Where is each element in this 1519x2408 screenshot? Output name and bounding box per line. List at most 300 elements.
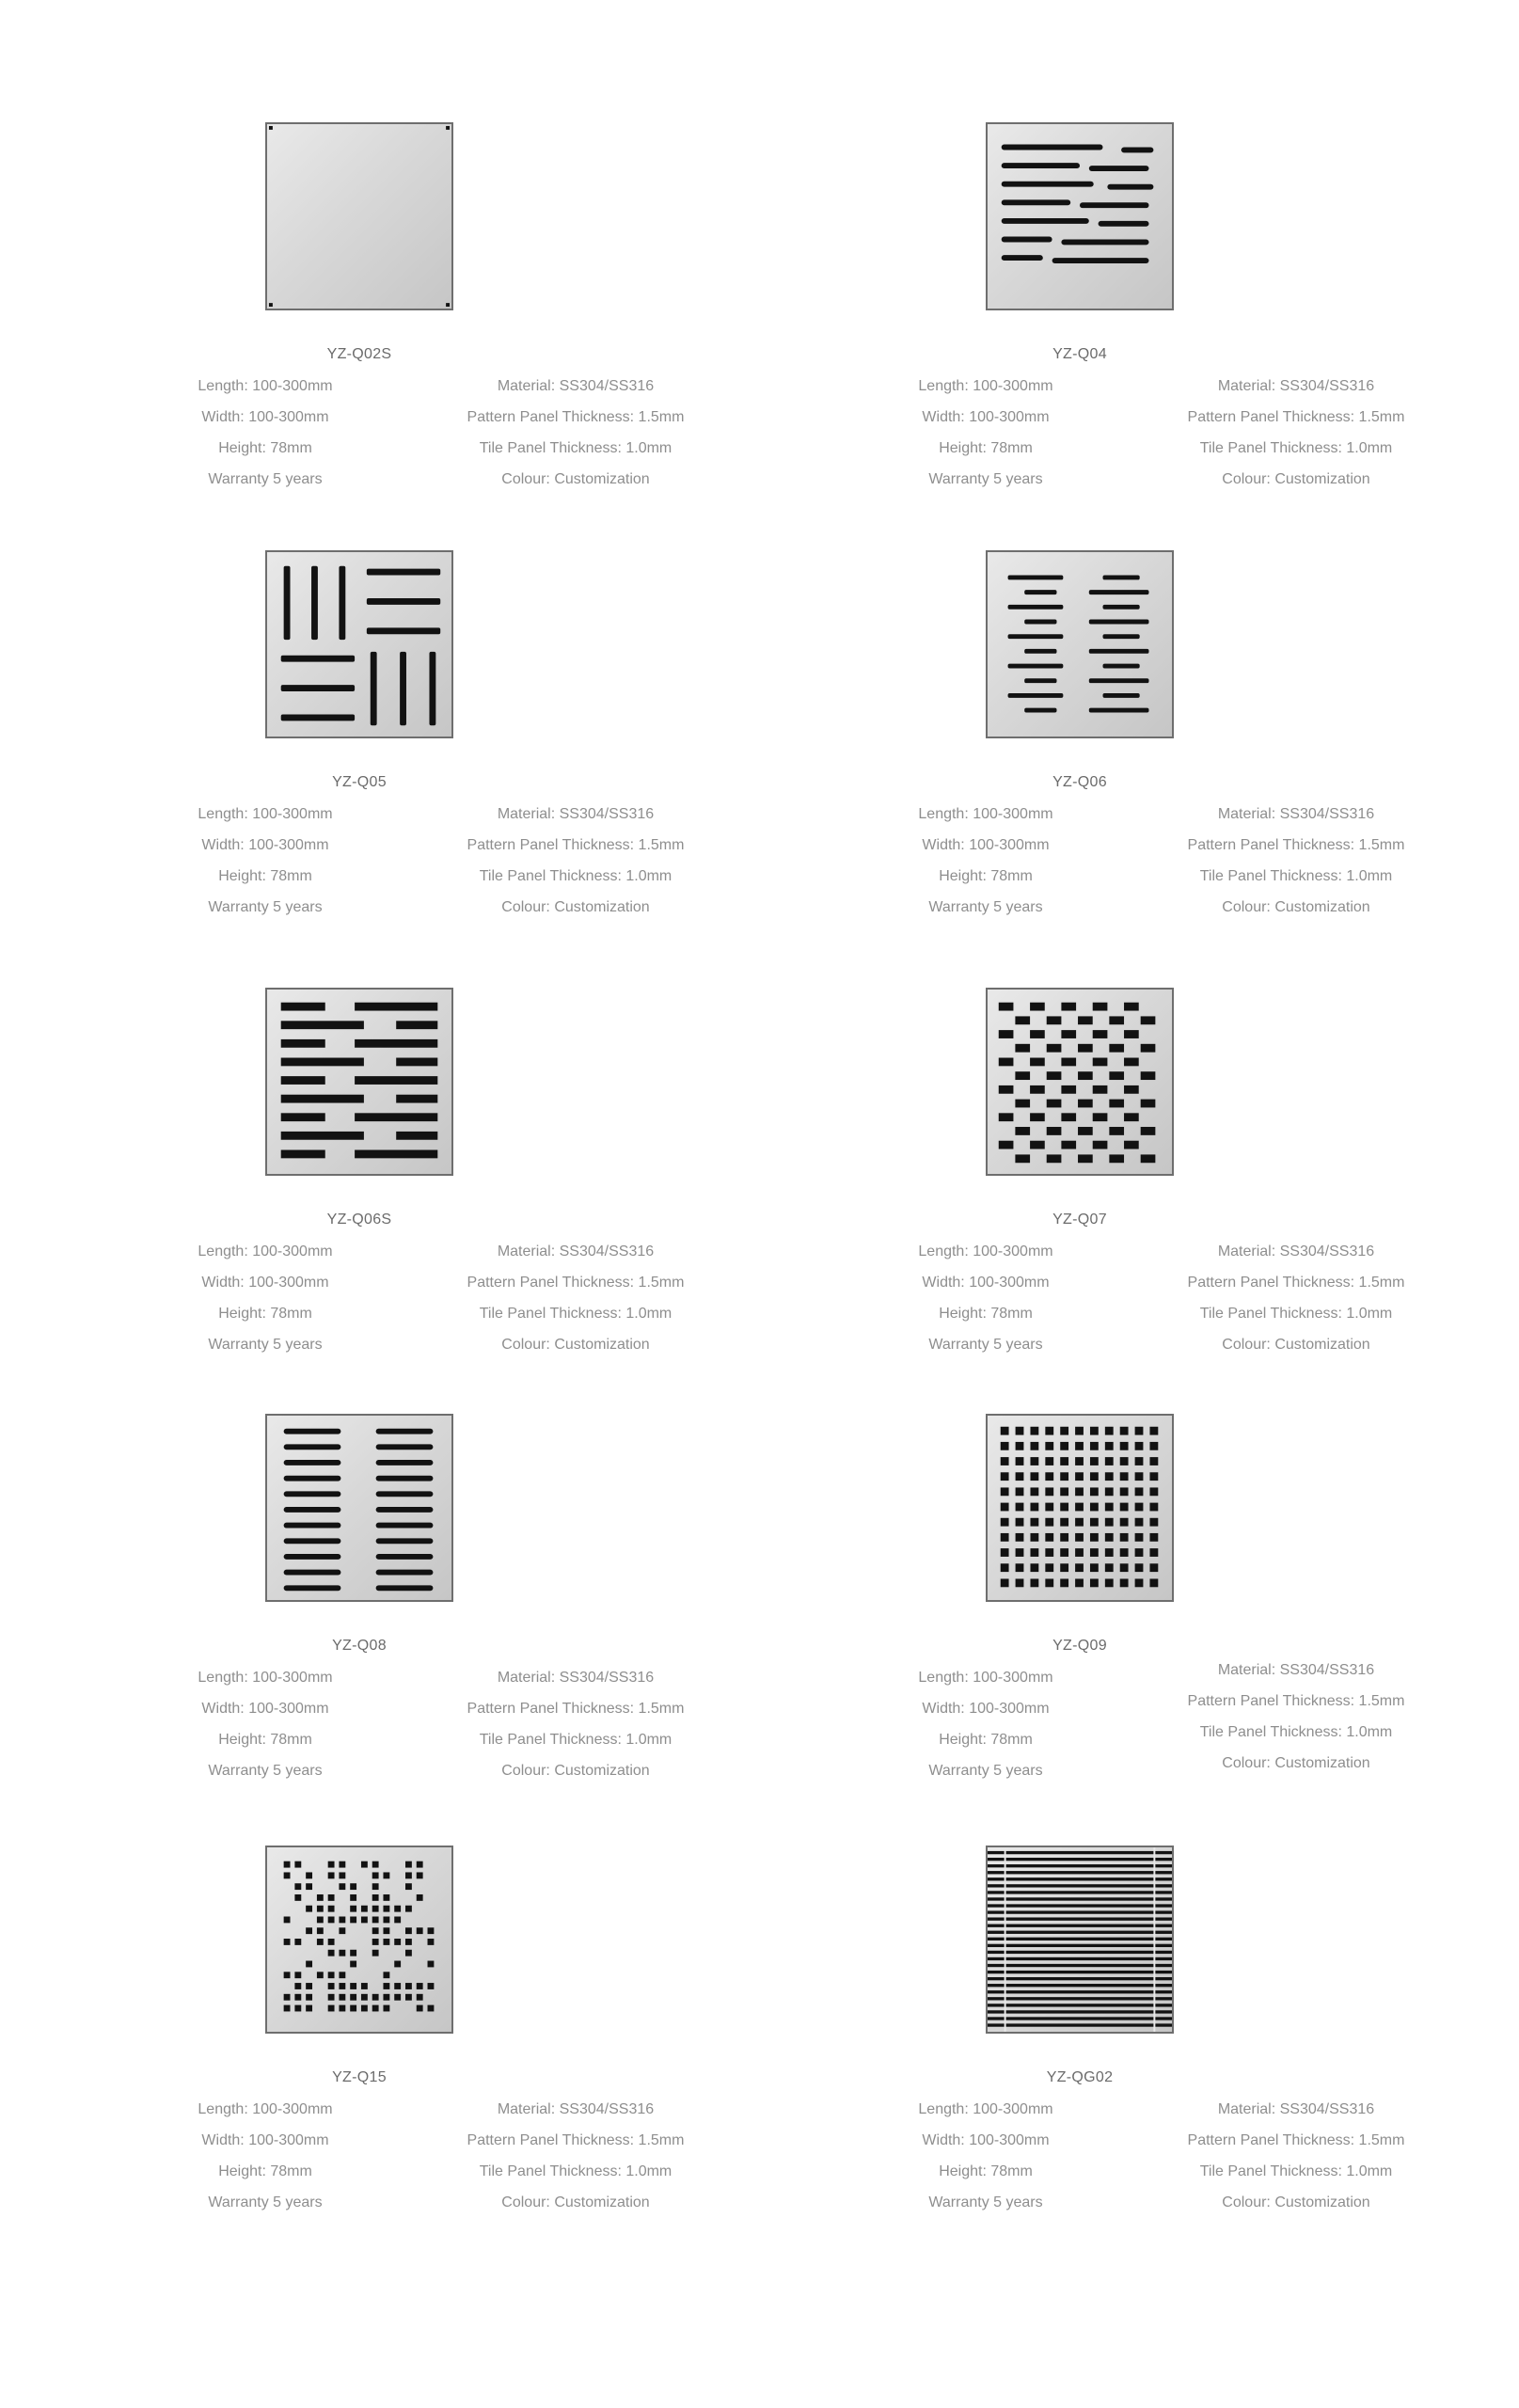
- drain-slot: [1093, 1113, 1108, 1121]
- spec-list-dimensions: [854, 376, 1117, 500]
- spec-material: Material: SS304/SS316: [1217, 378, 1375, 394]
- product-card: [854, 1414, 1475, 1790]
- drain-slot: [1008, 576, 1064, 580]
- drain-slot: [394, 1983, 401, 1989]
- drain-slot: [1030, 1563, 1038, 1572]
- drain-slot: [1024, 620, 1056, 625]
- drain-slot: [1120, 1533, 1129, 1542]
- drain-slot: [405, 1883, 412, 1890]
- drain-slot: [999, 1030, 1014, 1038]
- drain-slot: [988, 1977, 1172, 1980]
- drain-slot: [405, 1950, 412, 1956]
- drain-slot: [284, 1460, 341, 1465]
- model-name: YZ-Q07: [1052, 1212, 1107, 1228]
- drain-slot: [1045, 1472, 1053, 1481]
- drain-slot: [1103, 634, 1140, 639]
- spec-list-material: [416, 804, 736, 928]
- drain-slot: [1078, 1100, 1093, 1108]
- drain-slot: [1089, 708, 1149, 713]
- spec-colour: Colour: Customization: [501, 899, 650, 915]
- drain-slot: [988, 1931, 1172, 1934]
- drain-slot: [1078, 1127, 1093, 1135]
- drain-slot: [339, 1994, 345, 2001]
- drain-slot: [339, 1883, 345, 1890]
- drain-slot: [1060, 1487, 1068, 1496]
- drain-slot: [1016, 1487, 1024, 1496]
- drain-slot: [328, 1894, 335, 1901]
- spec-list-dimensions: [134, 376, 397, 500]
- drain-slot: [405, 1939, 412, 1945]
- drain-slot: [1078, 1016, 1093, 1024]
- drain-slot: [372, 1894, 379, 1901]
- spec-length: Length: 100-300mm: [198, 806, 333, 822]
- drain-slot: [1105, 1533, 1114, 1542]
- spec-material: Material: SS304/SS316: [1217, 2101, 1375, 2117]
- drain-slot: [1008, 664, 1064, 669]
- drain-slot: [1045, 1518, 1053, 1527]
- drain-slot: [339, 1972, 345, 1978]
- drain-slot: [1078, 1154, 1093, 1163]
- drain-slot: [306, 1994, 312, 2001]
- drain-slot: [284, 1538, 341, 1544]
- drain-slot: [1141, 1127, 1156, 1135]
- drain-slot: [1124, 1030, 1139, 1038]
- drain-slot: [1124, 1141, 1139, 1149]
- product-card: [134, 550, 754, 927]
- drain-slot: [1105, 1548, 1114, 1557]
- drain-slot: [988, 1891, 1172, 1893]
- drain-slot: [1089, 649, 1149, 654]
- drain-slot: [284, 1972, 291, 1978]
- drain-slot: [281, 1021, 364, 1029]
- drain-slot: [1135, 1503, 1144, 1512]
- spec-material: Material: SS304/SS316: [497, 378, 655, 394]
- drain-slot: [1002, 163, 1080, 168]
- spec-tile-thickness: Tile Panel Thickness: 1.0mm: [479, 1732, 672, 1748]
- drain-slot: [1016, 1457, 1024, 1465]
- drain-slot: [1149, 1548, 1158, 1557]
- spec-material: Material: SS304/SS316: [497, 1244, 655, 1259]
- drain-slot: [376, 1538, 434, 1544]
- drain-slot: [1045, 1548, 1053, 1557]
- drain-slot: [988, 2010, 1172, 2013]
- drain-slot: [417, 1894, 423, 1901]
- drain-slot: [988, 1871, 1172, 1874]
- drain-slot: [376, 1507, 434, 1513]
- product-card: [134, 122, 754, 499]
- drain-slot: [294, 2005, 301, 2012]
- drain-slot: [1002, 218, 1089, 224]
- drain-slot: [294, 1894, 301, 1901]
- drain-slot: [1103, 664, 1140, 669]
- drain-slot: [1090, 1487, 1099, 1496]
- drain-slot: [1124, 1003, 1139, 1011]
- drain-slot: [1093, 1030, 1108, 1038]
- drain-slot: [317, 1939, 324, 1945]
- drain-slot: [372, 2005, 379, 2012]
- drain-slot: [394, 1994, 401, 2001]
- drain-slot: [1141, 1154, 1156, 1163]
- drain-slot: [1135, 1457, 1144, 1465]
- drain-slot: [311, 566, 318, 640]
- drain-slot: [1109, 1154, 1124, 1163]
- spec-height: Height: 78mm: [218, 2163, 312, 2179]
- spec-warranty: Warranty 5 years: [208, 2194, 323, 2210]
- drain-slot: [1016, 1518, 1024, 1527]
- drain-slot: [281, 714, 355, 721]
- spec-colour: Colour: Customization: [1222, 1755, 1370, 1771]
- drain-slot: [417, 1994, 423, 2001]
- product-card: [854, 988, 1475, 1364]
- model-name: YZ-Q08: [332, 1638, 387, 1654]
- spec-colour: Colour: Customization: [501, 1337, 650, 1353]
- drain-slot: [1052, 258, 1149, 263]
- drain-slot: [1075, 1578, 1084, 1587]
- drain-slot: [372, 1883, 379, 1890]
- drain-slot: [1016, 1442, 1024, 1450]
- drain-slot: [376, 1570, 434, 1576]
- drain-slot: [1135, 1487, 1144, 1496]
- drain-slot: [1141, 1044, 1156, 1053]
- drain-slot: [1120, 1503, 1129, 1512]
- drain-slot: [396, 1058, 437, 1067]
- spec-colour: Colour: Customization: [501, 1763, 650, 1779]
- drain-slot: [350, 1994, 356, 2001]
- drain-slot: [1078, 1044, 1093, 1053]
- spec-warranty: Warranty 5 years: [928, 471, 1043, 487]
- drain-slot: [1030, 1548, 1038, 1557]
- drain-slot: [1001, 1503, 1009, 1512]
- spec-pattern-thickness: Pattern Panel Thickness: 1.5mm: [467, 1275, 685, 1291]
- drain-slot: [1024, 678, 1056, 683]
- drain-slot: [1001, 1518, 1009, 1527]
- product-card: [854, 550, 1475, 927]
- drain-slot: [1149, 1487, 1158, 1496]
- drain-slot: [1090, 1533, 1099, 1542]
- drain-slot: [1015, 1016, 1030, 1024]
- spec-list-dimensions: [134, 1242, 397, 1366]
- drain-slot: [417, 1861, 423, 1868]
- drain-slot: [376, 1476, 434, 1481]
- drain-slot: [1045, 1442, 1053, 1450]
- drain-slot: [372, 1950, 379, 1956]
- drain-slot: [1135, 1472, 1144, 1481]
- drain-slot: [1090, 1563, 1099, 1572]
- drain-slot: [1016, 1533, 1024, 1542]
- spec-list-material: [416, 1242, 736, 1366]
- model-name: YZ-Q02S: [326, 346, 392, 362]
- drain-slot: [1075, 1563, 1084, 1572]
- spec-warranty: Warranty 5 years: [928, 1337, 1043, 1353]
- drain-slot: [1001, 1427, 1009, 1435]
- spec-colour: Colour: Customization: [1222, 899, 1370, 915]
- drain-slot: [1016, 1563, 1024, 1572]
- spec-material: Material: SS304/SS316: [1217, 806, 1375, 822]
- spec-height: Height: 78mm: [939, 1732, 1033, 1748]
- drain-slot: [1047, 1044, 1062, 1053]
- drain-slot: [372, 1917, 379, 1924]
- spec-length: Length: 100-300mm: [198, 2101, 333, 2117]
- drain-slot: [396, 1021, 437, 1029]
- drain-slot: [1002, 182, 1094, 187]
- drain-cover-image: [986, 550, 1174, 738]
- drain-slot: [284, 1491, 341, 1497]
- drain-slot: [1149, 1457, 1158, 1465]
- drain-slot: [988, 1877, 1172, 1880]
- drain-slot: [405, 1872, 412, 1878]
- drain-slot: [281, 1039, 325, 1048]
- spec-list-material: [416, 2099, 736, 2224]
- drain-slot: [372, 1872, 379, 1878]
- drain-slot: [1015, 1044, 1030, 1053]
- drain-slot: [1080, 202, 1149, 208]
- drain-slot: [1001, 1472, 1009, 1481]
- drain-slot: [1001, 1442, 1009, 1450]
- drain-slot: [284, 1861, 291, 1868]
- drain-slot: [428, 1983, 435, 1989]
- drain-slot: [372, 1906, 379, 1912]
- drain-slot: [1149, 1442, 1158, 1450]
- drain-slot: [1109, 1127, 1124, 1135]
- drain-slot: [294, 1883, 301, 1890]
- drain-slot: [988, 1971, 1172, 1973]
- spec-tile-thickness: Tile Panel Thickness: 1.0mm: [1199, 2163, 1393, 2179]
- drain-slot: [1149, 1578, 1158, 1587]
- drain-slot: [1120, 1457, 1129, 1465]
- spec-pattern-thickness: Pattern Panel Thickness: 1.5mm: [467, 1701, 685, 1717]
- spec-material: Material: SS304/SS316: [497, 1670, 655, 1686]
- spec-colour: Colour: Customization: [501, 471, 650, 487]
- spec-height: Height: 78mm: [218, 1306, 312, 1322]
- drain-slot: [999, 1113, 1014, 1121]
- spec-warranty: Warranty 5 years: [208, 1337, 323, 1353]
- drain-slot: [383, 1927, 389, 1934]
- drain-slot: [1015, 1071, 1030, 1080]
- drain-slot: [383, 1983, 389, 1989]
- drain-slot: [1045, 1503, 1053, 1512]
- drain-slot: [429, 652, 435, 725]
- drain-slot: [1120, 1427, 1129, 1435]
- spec-list-dimensions: [854, 804, 1117, 928]
- drain-slot: [376, 1429, 434, 1434]
- drain-slot: [396, 1095, 437, 1103]
- drain-slot: [1105, 1472, 1114, 1481]
- drain-slot: [999, 1003, 1014, 1011]
- drain-slot: [355, 1113, 437, 1121]
- drain-slot: [988, 1984, 1172, 1987]
- spec-width: Width: 100-300mm: [922, 1701, 1050, 1717]
- drain-slot: [1149, 1503, 1158, 1512]
- drain-slot: [328, 1917, 335, 1924]
- drain-slot: [383, 2005, 389, 2012]
- drain-slot: [988, 1864, 1172, 1867]
- drain-slot: [400, 652, 406, 725]
- drain-slot: [376, 1460, 434, 1465]
- drain-slot: [1135, 1533, 1144, 1542]
- drain-slot: [1030, 1518, 1038, 1527]
- drain-slot: [1060, 1578, 1068, 1587]
- drain-slot: [1135, 1442, 1144, 1450]
- drain-slot: [339, 1950, 345, 1956]
- drain-slot: [306, 1906, 312, 1912]
- spec-height: Height: 78mm: [939, 440, 1033, 456]
- drain-slot: [394, 1906, 401, 1912]
- drain-slot: [281, 1132, 364, 1140]
- drain-slot: [1075, 1457, 1084, 1465]
- drain-slot: [1016, 1503, 1024, 1512]
- drain-slot: [1105, 1578, 1114, 1587]
- drain-slot: [1047, 1154, 1062, 1163]
- drain-slot: [1030, 1058, 1045, 1067]
- drain-slot: [396, 1132, 437, 1140]
- drain-cover-image: [265, 550, 453, 738]
- drain-slot: [1149, 1472, 1158, 1481]
- drain-slot: [394, 1961, 401, 1968]
- drain-slot: [328, 1972, 335, 1978]
- model-name: YZ-Q06: [1052, 774, 1107, 790]
- spec-width: Width: 100-300mm: [201, 837, 329, 853]
- drain-slot: [1103, 693, 1140, 698]
- drain-slot: [376, 1444, 434, 1450]
- drain-slot: [1093, 1141, 1108, 1149]
- drain-slot: [328, 1861, 335, 1868]
- drain-slot: [405, 1906, 412, 1912]
- drain-slot: [1030, 1003, 1045, 1011]
- drain-slot: [417, 1927, 423, 1934]
- spec-list-dimensions: [854, 1668, 1117, 1792]
- spec-height: Height: 78mm: [218, 868, 312, 884]
- drain-slot: [1060, 1503, 1068, 1512]
- drain-slot: [446, 303, 450, 307]
- drain-slot: [1030, 1472, 1038, 1481]
- spec-material: Material: SS304/SS316: [1217, 1662, 1375, 1678]
- drain-slot: [1001, 1563, 1009, 1572]
- drain-slot: [988, 1938, 1172, 1941]
- drain-slot: [1120, 1442, 1129, 1450]
- drain-slot: [394, 1917, 401, 1924]
- drain-slot: [284, 1444, 341, 1450]
- product-card: [134, 1414, 754, 1790]
- spec-width: Width: 100-300mm: [201, 409, 329, 425]
- drain-slot: [1149, 1518, 1158, 1527]
- drain-cover-image: [265, 122, 453, 310]
- spec-width: Width: 100-300mm: [201, 2132, 329, 2148]
- drain-slot: [1060, 1533, 1068, 1542]
- drain-slot: [376, 1491, 434, 1497]
- spec-material: Material: SS304/SS316: [497, 806, 655, 822]
- drain-slot: [999, 1141, 1014, 1149]
- drain-slot: [1030, 1578, 1038, 1587]
- drain-slot: [417, 1872, 423, 1878]
- model-name: YZ-Q15: [332, 2069, 387, 2085]
- drain-slot: [1030, 1533, 1038, 1542]
- drain-slot: [988, 1851, 1172, 1854]
- spec-warranty: Warranty 5 years: [928, 1763, 1043, 1779]
- spec-width: Width: 100-300mm: [922, 837, 1050, 853]
- spec-width: Width: 100-300mm: [922, 409, 1050, 425]
- drain-slot: [1090, 1472, 1099, 1481]
- drain-slot: [1109, 1100, 1124, 1108]
- drain-slot: [1075, 1472, 1084, 1481]
- drain-slot: [1075, 1503, 1084, 1512]
- spec-pattern-thickness: Pattern Panel Thickness: 1.5mm: [467, 2132, 685, 2148]
- spec-material: Material: SS304/SS316: [1217, 1244, 1375, 1259]
- drain-slot: [1105, 1442, 1114, 1450]
- drain-slot: [1015, 1100, 1030, 1108]
- drain-slot: [988, 1990, 1172, 1993]
- spec-list-dimensions: [134, 1668, 397, 1792]
- drain-slot: [350, 1906, 356, 1912]
- drain-slot: [361, 1917, 368, 1924]
- drain-slot: [1045, 1457, 1053, 1465]
- drain-slot: [1090, 1518, 1099, 1527]
- drain-slot: [269, 126, 273, 130]
- drain-slot: [1141, 1016, 1156, 1024]
- drain-slot: [328, 1983, 335, 1989]
- drain-slot: [1103, 605, 1140, 610]
- drain-slot: [1124, 1058, 1139, 1067]
- drain-slot: [1002, 255, 1043, 261]
- spec-colour: Colour: Customization: [1222, 2194, 1370, 2210]
- spec-tile-thickness: Tile Panel Thickness: 1.0mm: [479, 1306, 672, 1322]
- drain-slot: [281, 1113, 325, 1121]
- drain-cover-image: [265, 988, 453, 1176]
- drain-slot: [284, 1523, 341, 1529]
- product-card: [134, 1846, 754, 2222]
- drain-slot: [394, 1939, 401, 1945]
- spec-list-material: [416, 376, 736, 500]
- drain-slot: [417, 1983, 423, 1989]
- drain-slot: [317, 1906, 324, 1912]
- drain-slot: [1089, 620, 1149, 625]
- drain-slot: [988, 2023, 1172, 2026]
- drain-slot: [988, 1897, 1172, 1900]
- drain-slot: [1120, 1472, 1129, 1481]
- drain-slot: [1099, 221, 1149, 227]
- spec-width: Width: 100-300mm: [922, 1275, 1050, 1291]
- drain-slot: [1061, 1141, 1076, 1149]
- drain-slot: [339, 2005, 345, 2012]
- drain-slot: [281, 1095, 364, 1103]
- drain-slot: [1061, 1113, 1076, 1121]
- drain-slot: [376, 1585, 434, 1591]
- drain-slot: [1075, 1533, 1084, 1542]
- drain-slot: [328, 1950, 335, 1956]
- drain-slot: [367, 598, 440, 605]
- drain-slot: [284, 566, 291, 640]
- drain-slot: [1047, 1071, 1062, 1080]
- drain-slot: [383, 1972, 389, 1978]
- drain-slot: [405, 1927, 412, 1934]
- drain-slot: [350, 1883, 356, 1890]
- drain-slot: [284, 1570, 341, 1576]
- drain-slot: [1030, 1085, 1045, 1094]
- drain-slot: [988, 2004, 1172, 2006]
- drain-slot: [1060, 1442, 1068, 1450]
- drain-cover-image: [265, 1846, 453, 2034]
- drain-slot: [1120, 1578, 1129, 1587]
- drain-slot: [1024, 708, 1056, 713]
- drain-slot: [1075, 1442, 1084, 1450]
- drain-slot: [1030, 1141, 1045, 1149]
- drain-slot: [1089, 166, 1149, 171]
- drain-slot: [269, 303, 273, 307]
- drain-slot: [1045, 1578, 1053, 1587]
- product-card: [854, 122, 1475, 499]
- drain-slot: [999, 1085, 1014, 1094]
- drain-slot: [1124, 1113, 1139, 1121]
- drain-slot: [988, 1858, 1172, 1861]
